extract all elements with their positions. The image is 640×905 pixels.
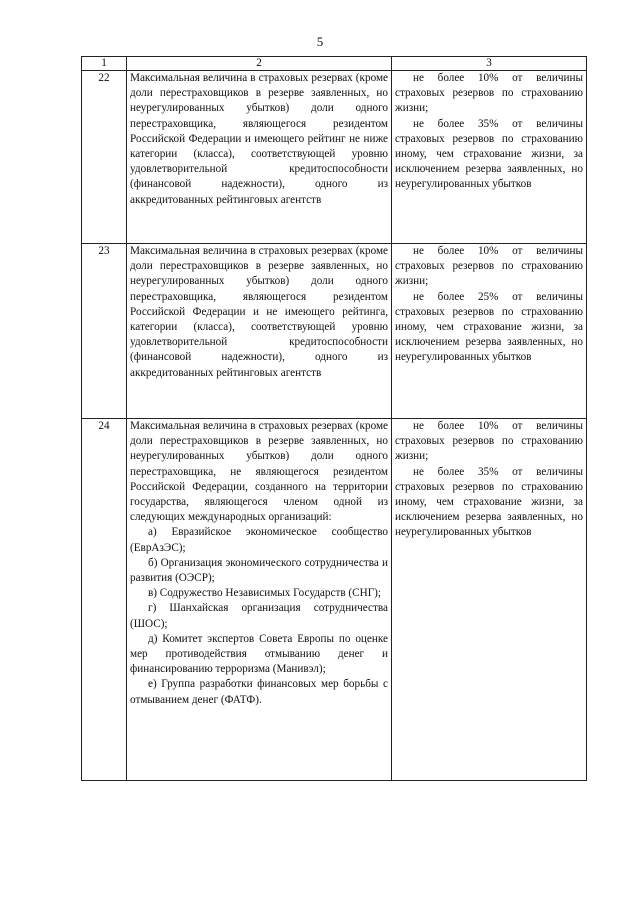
limit-text: не более 10% от величины страховых резервов по страхованию жизни; [395, 245, 583, 288]
page-number: 5 [316, 34, 324, 49]
row-description [127, 71, 392, 244]
column-header-2: 2 [127, 57, 392, 71]
column-header-3: 3 [392, 57, 587, 71]
row-number: 24 [82, 419, 127, 781]
row-limits [392, 244, 587, 419]
limit-text: не более 25% от величины страховых резервов по страхованию иному, чем страхование жизни, за исключением резерва заявленных, но неурегулированных убытков [395, 290, 583, 364]
organization-item: б) Организация экономического сотрудничества и развития (ОЭСР); [130, 556, 388, 585]
description-text: Максимальная величина в страховых резервах (кроме доли перестраховщиков в резерве заявленных, но неурегулированных убытков) доли одного перестраховщика, не являющегося резидентом Российской Федерации, созданного на территории государства, являющегося членом одной из следующих международных организаций: [130, 420, 388, 524]
row-limits [392, 419, 587, 781]
column-header-1: 1 [82, 57, 127, 71]
table-header-row [82, 57, 587, 71]
description-text: Максимальная величина в страховых резервах (кроме доли перестраховщиков в резерве заявленных, но неурегулированных убытков) доли одного перестраховщика, являющегося резидентом Российской Федерации и имеющего рейтинг не ниже категории (класса), соответствующей уровню удовлетворительной кредитоспособности (финансовой надежности), одного из аккредитованных рейтинговых агентств [130, 72, 388, 206]
organization-item: в) Содружество Независимых Государств (СНГ); [148, 587, 381, 600]
table-row [82, 71, 587, 244]
limit-text: не более 10% от величины страховых резервов по страхованию жизни; [395, 72, 583, 115]
row-number: 23 [82, 244, 127, 419]
row-limits [392, 71, 587, 244]
organization-item: е) Группа разработки финансовых мер борьбы с отмыванием денег (ФАТФ). [130, 678, 388, 706]
organization-item: г) Шанхайская организация сотрудничества (ШОС); [130, 602, 388, 630]
limit-text: не более 10% от величины страховых резервов по страхованию жизни; [395, 420, 583, 463]
row-description [127, 244, 392, 419]
description-text: Максимальная величина в страховых резервах (кроме доли перестраховщиков в резерве заявленных, но неурегулированных убытков) доли одного перестраховщика, являющегося резидентом Российской Федерации и не имеющего рейтинга, категории (класса), соответствующей уровню удовлетворительной кредитоспособности (финансовой надежности), одного из аккредитованных рейтинговых агентств [130, 245, 388, 379]
limit-text: не более 35% от величины страховых резервов по страхованию иному, чем страхование жизни, за исключением резерва заявленных, но неурегулированных убытков [395, 465, 583, 539]
limit-text: не более 35% от величины страховых резервов по страхованию иному, чем страхование жизни, за исключением резерва заявленных, но неурегулированных убытков [395, 117, 583, 191]
document-table [81, 56, 587, 781]
table-row [82, 419, 587, 781]
organization-item: а) Евразийское экономическое сообщество (ЕврАзЭС); [130, 526, 388, 554]
organization-item: д) Комитет экспертов Совета Европы по оценке мер противодействия отмыванию денег и финансированию терроризма (Манивэл); [130, 632, 388, 676]
table-row [82, 244, 587, 419]
row-number: 22 [82, 71, 127, 244]
row-description [127, 419, 392, 781]
